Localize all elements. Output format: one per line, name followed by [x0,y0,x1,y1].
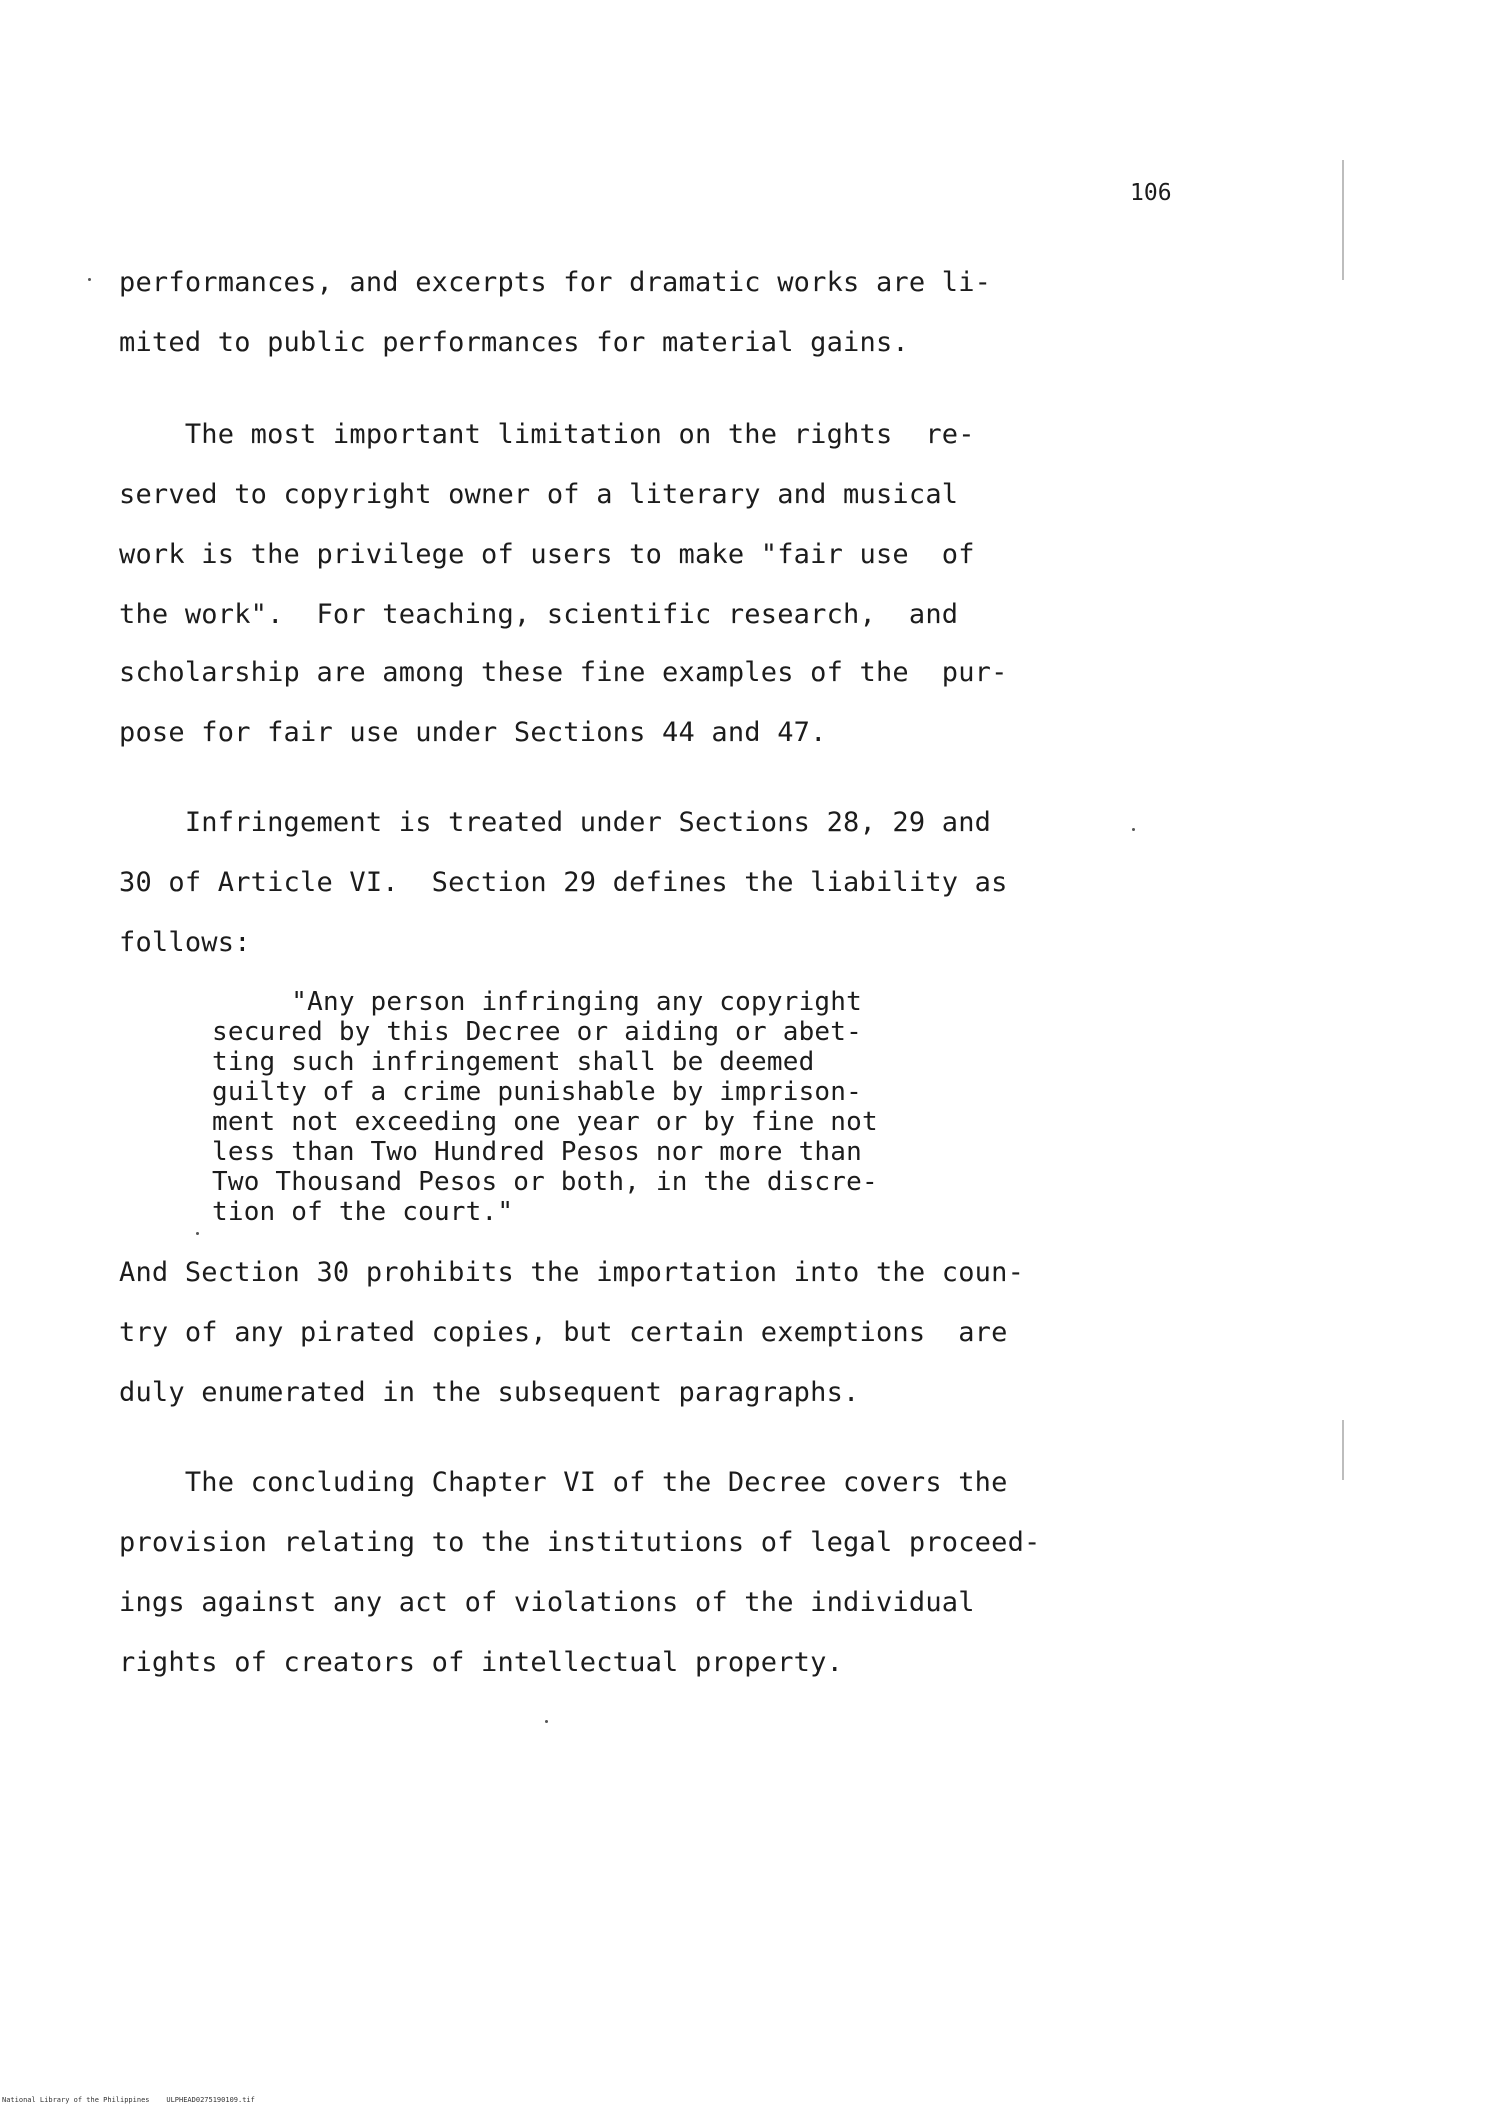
scan-speck [196,1232,199,1235]
text-line: served to copyright owner of a literary and musical [119,479,959,510]
quote-line: guilty of a crime punishable by imprison- [212,1077,862,1107]
quote-line: secured by this Decree or aiding or abet- [212,1017,862,1047]
text-line: scholarship are among these fine examples of the pur- [119,657,1008,688]
text-line: the work". For teaching, scientific research, and [119,599,959,630]
text-line: 30 of Article VI. Section 29 defines the liability as [119,867,1008,898]
quote-line: Two Thousand Pesos or both, in the discre- [212,1167,878,1197]
quote-line: ment not exceeding one year or by fine not [212,1107,878,1137]
text-line: Infringement is treated under Sections 28, 29 and [119,807,992,838]
text-line: duly enumerated in the subsequent paragraphs. [119,1377,860,1408]
text-line: provision relating to the institutions of legal proceed- [119,1527,1041,1558]
text-line: The most important limitation on the rights re- [119,419,975,450]
text-line: rights of creators of intellectual property. [119,1647,844,1678]
text-line: The concluding Chapter VI of the Decree covers the [119,1467,1008,1498]
page-number: 106 [1130,180,1172,206]
scan-footer: National Library of the Philippines ULPHEAD0275190109.tif [2,2096,255,2104]
quote-line: "Any person infringing any copyright [212,987,862,1017]
text-line: pose for fair use under Sections 44 and 47. [119,717,827,748]
quote-line: ting such infringement shall be deemed [212,1047,815,1077]
scan-speck [1132,828,1135,831]
text-line: performances, and excerpts for dramatic works are li- [119,267,992,298]
text-line: And Section 30 prohibits the importation into the coun- [119,1257,1025,1288]
scan-edge-mark [1342,160,1344,280]
scan-speck [545,1720,548,1723]
quote-line: tion of the court." [212,1197,514,1227]
text-line: mited to public performances for material gains. [119,327,909,358]
text-line: follows: [119,927,251,958]
text-line: work is the privilege of users to make "fair use of [119,539,975,570]
quote-line: less than Two Hundred Pesos nor more than [212,1137,862,1167]
text-line: ings against any act of violations of the individual [119,1587,975,1618]
text-line: try of any pirated copies, but certain exemptions are [119,1317,1008,1348]
scan-speck [88,278,91,281]
scan-edge-mark [1342,1420,1344,1480]
